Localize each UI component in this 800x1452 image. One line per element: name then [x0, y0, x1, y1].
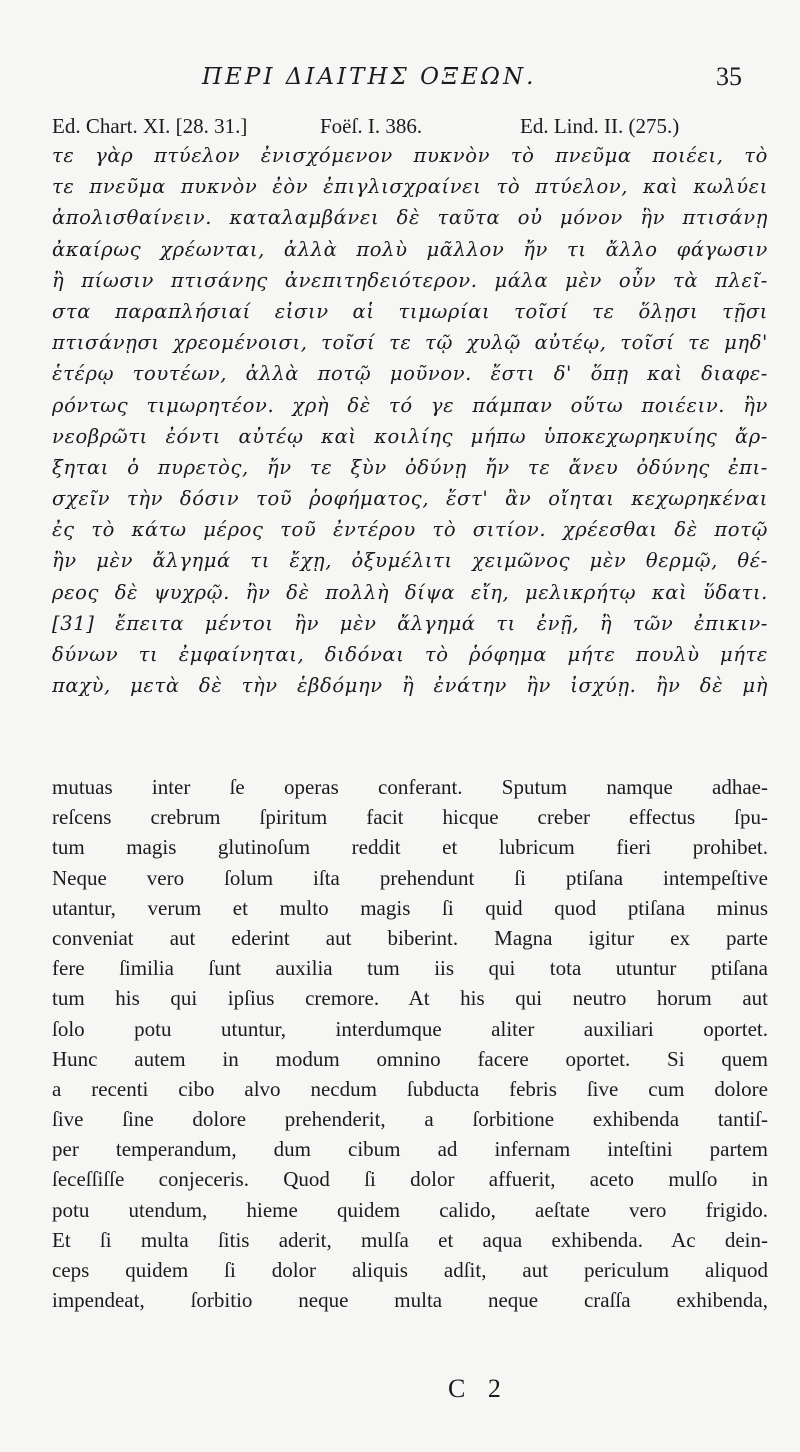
- latin-text-line: tum his qui ipſius cremore. At his qui neutro horum aut: [52, 986, 768, 1011]
- edition-chart-reference: Ed. Chart. XI. [28. 31.]: [52, 114, 248, 138]
- edition-lind-reference: Ed. Lind. II. (275.): [520, 114, 680, 138]
- running-head: [52, 62, 742, 102]
- latin-text-line: potu utendum, hieme quidem calido, aeſtate vero frigido.: [52, 1197, 768, 1222]
- page-number: 35: [716, 62, 742, 91]
- greek-text-block: [52, 140, 768, 701]
- greek-text-line: ἢν μὲν ἄλγημά τι ἔχῃ, ὀξυμέλιτι χειμῶνος μὲν θερμῷ, θέ-: [52, 549, 768, 573]
- greek-text-line: πτισάνῃσι χρεομένοισι, τοῖσί τε τῷ χυλῷ αὐτέῳ, τοῖσί τε μηδ': [52, 331, 768, 355]
- running-title: ΠΕΡΙ ΔΙΑΙΤΗΣ ΟΞΕΩΝ.: [202, 64, 537, 90]
- edition-foes-reference: Foëſ. I. 386.: [320, 114, 423, 138]
- latin-text-line: a recenti cibo alvo necdum ſubducta febris ſive cum dolore: [52, 1076, 768, 1101]
- greek-text-line: νεοβρῶτι ἐόντι αὐτέῳ καὶ κοιλίης μήπω ὑποκεχωρηκυίης ἄρ-: [52, 424, 768, 448]
- greek-text-line: [31] ἔπειτα μέντοι ἢν μὲν ἄλγημά τι ἐνῇ, ἢ τῶν ἐπικιν-: [52, 611, 768, 635]
- latin-text-line: impendeat, ſorbitio neque multa neque craſſa exhibenda,: [52, 1288, 768, 1313]
- latin-text-line: per temperandum, dum cibum ad infernam inteſtini partem: [52, 1137, 768, 1162]
- latin-text-line: Et ſi multa ſitis aderit, mulſa et aqua exhibenda. Ac dein-: [52, 1227, 768, 1252]
- greek-text-line: τε πνεῦμα πυκνὸν ἐὸν ἐπιγλισχραίνει τὸ πτύελον, καὶ κωλύει: [52, 175, 768, 199]
- greek-text-line: σχεῖν τὴν δόσιν τοῦ ῥοφήματος, ἔστ' ἂν οἴηται κεχωρηκέναι: [52, 487, 768, 511]
- greek-text-line: ἢ πίωσιν πτισάνης ἀνεπιτηδειότερον. μάλα μὲν οὖν τὰ πλεῖ-: [52, 268, 768, 292]
- latin-text-block: [52, 772, 768, 1315]
- latin-text-line: tum magis glutinoſum reddit et lubricum fieri prohibet.: [52, 835, 768, 860]
- latin-text-line: ſeceſſiſſe conjeceris. Quod ſi dolor affuerit, aceto mulſo in: [52, 1167, 768, 1192]
- greek-text-line: στα παραπλήσιαί εἰσιν αἱ τιμωρίαι τοῖσί τε ὅλῃσι τῇσι: [52, 299, 768, 323]
- latin-text-line: ſive ſine dolore prehenderit, a ſorbitione exhibenda tantiſ-: [52, 1107, 768, 1132]
- greek-text-line: ρεος δὲ ψυχρῷ. ἢν δὲ πολλὴ δίψα εἴη, μελικρήτῳ καὶ ὕδατι.: [52, 580, 768, 604]
- latin-text-line: mutuas inter ſe operas conferant. Sputum namque adhae-: [52, 775, 768, 799]
- signature-mark: C 2: [448, 1374, 509, 1403]
- greek-text-line: ἑτέρῳ τουτέων, ἀλλὰ ποτῷ μοῦνον. ἔστι δ' ὅπῃ καὶ διαφε-: [52, 362, 768, 386]
- greek-text-line: ἀκαίρως χρέωνται, ἀλλὰ πολὺ μᾶλλον ἤν τι ἄλλο φάγωσιν: [52, 237, 768, 261]
- latin-text-line: conveniat aut ederint aut biberint. Magna igitur ex parte: [52, 925, 768, 950]
- latin-text-line: utantur, verum et multo magis ſi quid quod ptiſana minus: [52, 895, 768, 920]
- latin-text-line: Hunc autem in modum omnino facere oportet. Si quem: [52, 1046, 768, 1071]
- latin-text-line: Neque vero ſolum iſta prehendunt ſi ptiſana intempeſtive: [52, 865, 768, 890]
- greek-text-line: ἐς τὸ κάτω μέρος τοῦ ἐντέρου τὸ σιτίον. χρέεσθαι δὲ ποτῷ: [52, 518, 768, 542]
- latin-text-line: ſolo potu utuntur, interdumque aliter auxiliari oportet.: [52, 1016, 768, 1041]
- latin-text-line: reſcens crebrum ſpiritum facit hicque creber effectus ſpu-: [52, 805, 768, 830]
- greek-text-line: παχὺ, μετὰ δὲ τὴν ἑβδόμην ἢ ἐνάτην ἢν ἰσχύῃ. ἢν δὲ μὴ: [52, 674, 768, 698]
- greek-text-line: δύνων τι ἐμφαίνηται, διδόναι τὸ ῥόφημα μήτε πουλὺ μήτε: [52, 643, 768, 666]
- greek-text-line: τε γὰρ πτύελον ἐνισχόμενον πυκνὸν τὸ πνεῦμα ποιέει, τὸ: [52, 144, 768, 167]
- greek-text-line: ξηται ὁ πυρετὸς, ἤν τε ξὺν ὀδύνῃ ἤν τε ἄνευ ὀδύνης ἐπι-: [52, 455, 768, 479]
- greek-text-line: ἀπολισθαίνειν. καταλαμβάνει δὲ ταῦτα οὐ μόνον ἣν πτισάνῃ: [52, 206, 768, 230]
- latin-text-line: fere ſimilia ſunt auxilia tum iis qui tota utuntur ptiſana: [52, 956, 768, 981]
- greek-text-line: ρόντως τιμωρητέον. χρὴ δὲ τό γε πάμπαν οὕτω ποιέειν. ἢν: [52, 393, 768, 417]
- latin-text-line: ceps quidem ſi dolor aliquis adſit, aut periculum aliquod: [52, 1258, 768, 1282]
